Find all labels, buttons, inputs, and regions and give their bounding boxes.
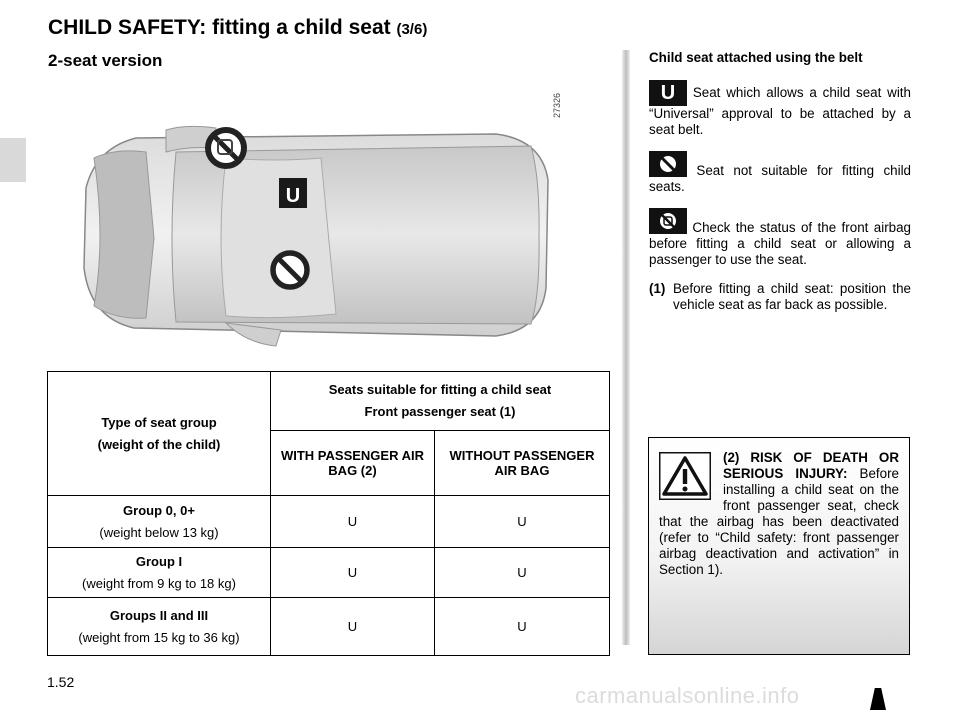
table-row: Group I (weight from 9 kg to 18 kg) U U: [48, 548, 610, 598]
section-heading: Child seat attached using the belt: [649, 50, 863, 65]
column-divider: [622, 50, 630, 645]
universal-seat-icon: U: [649, 80, 687, 106]
prohibited-icon: [649, 151, 687, 177]
not-suitable-item: Seat not suitable for fitting child seats.: [649, 151, 911, 195]
corner-mark: [870, 688, 886, 710]
page-subtitle: 2-seat version: [48, 51, 163, 70]
watermark: carmanualsonline.info: [575, 683, 800, 708]
col1-header: Type of seat group (weight of the child): [48, 372, 271, 496]
page-title: CHILD SAFETY: fitting a child seat (3/6): [48, 16, 428, 39]
vehicle-top-view-illustration: [76, 118, 556, 350]
col2-header: Seats suitable for fitting a child seat Front passenger seat (1): [271, 372, 610, 431]
universal-seat-item: U Seat which allows a child seat with “Universal” approval to be attached by a seat belt.: [649, 82, 911, 137]
footnote-1: (1) Before fitting a child seat: position the vehicle seat as far back as possible.: [649, 281, 911, 312]
svg-text:U: U: [285, 185, 301, 207]
seat-suitability-table: [47, 371, 610, 656]
right-column: [649, 50, 911, 313]
warning-box: [648, 437, 910, 655]
page-number: 1.52: [47, 674, 75, 690]
warning-triangle-icon: [659, 452, 711, 500]
airbag-check-item: Check the status of the front airbag before fitting a child seat or allowing a passenger to use the seat.: [649, 208, 911, 268]
header-without-airbag: WITHOUT PASSENGER AIR BAG: [435, 431, 610, 496]
section-tab: [0, 138, 26, 182]
figure-ref-code: 27326: [552, 92, 562, 118]
table-row: Group 0, 0+ (weight below 13 kg) U U: [48, 496, 610, 548]
table-row: Groups II and III (weight from 15 kg to 36 kg) U U: [48, 598, 610, 656]
warning-text: Before installing a child seat on the front passenger seat, check that the airbag has been deactivated (refer to “Child safety: front passenger airbag deactivation and activation” in Section 1).: [659, 466, 899, 577]
warning-label: (2) RISK OF DEATH OR SERIOUS INJURY:: [723, 450, 899, 481]
airbag-warning-icon: [649, 208, 687, 234]
header-with-airbag: WITH PASSENGER AIR BAG (2): [271, 431, 435, 496]
